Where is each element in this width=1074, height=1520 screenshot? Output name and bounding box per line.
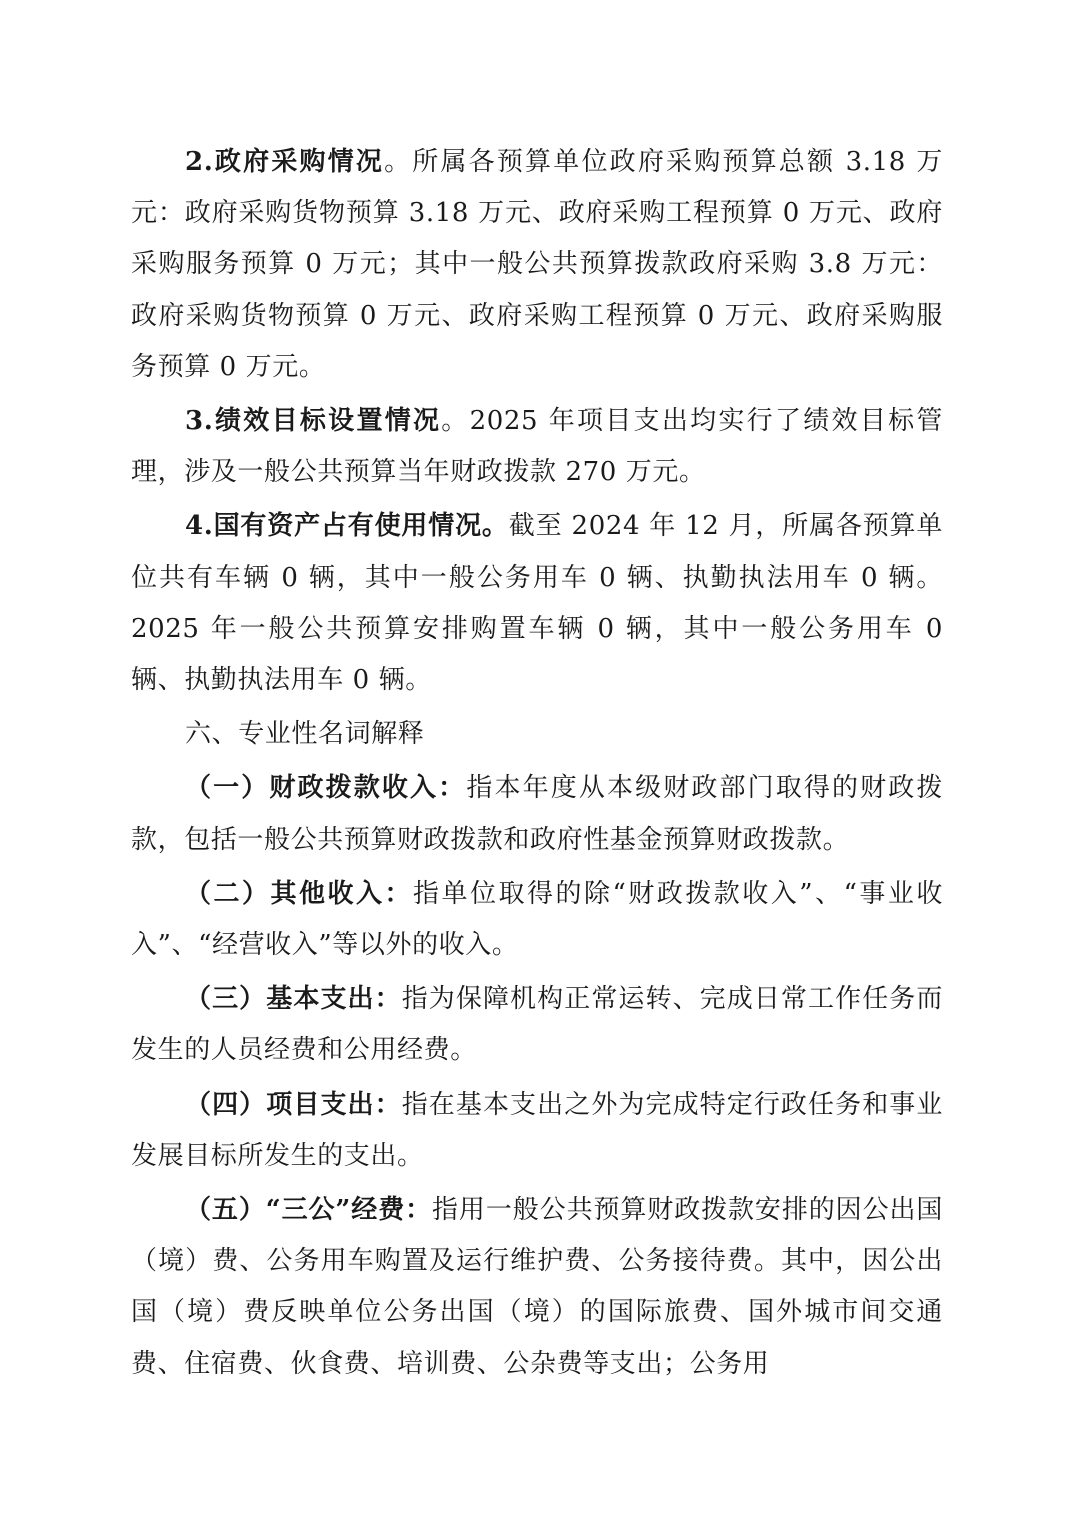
definition-term: （一）财政拨款收入： [185,773,467,804]
definition-three-public-expenses [131,1185,943,1390]
definition-text: 指为保障机构正常运转、完成日常工作任务而发生的人员经费和公用经费。 [131,984,943,1066]
document-body [131,137,943,1390]
paragraph-government-procurement [131,137,943,393]
definition-term: （二）其他收入： [185,878,413,909]
definition-project-expenditure [131,1080,943,1182]
definition-text: 指单位取得的除“财政拨款收入”、“事业收入”、“经营收入”等以外的收入。 [131,878,943,961]
definition-other-income [131,869,943,971]
paragraph-text: 。2025 年项目支出均实行了绩效目标管理，涉及一般公共预算当年财政拨款 270 万元。 [131,406,943,488]
paragraph-text: 。所属各预算单位政府采购预算总额 3.18 万元：政府采购货物预算 3.18 万元、政府采购工程预算 0 万元、政府采购服务预算 0 万元；其中一般公共预算拨款政府采购 3.8 万元：政府采购货物预算 0 万元、政府采购工程预算 0 万元、政府采购服务预算 0 万元。 [131,147,943,382]
paragraph-lead: 3.绩效目标设置情况 [185,406,442,437]
paragraph-lead: 2.政府采购情况 [185,147,385,177]
definition-text: 指用一般公共预算财政拨款安排的因公出国（境）费、公务用车购置及运行维护费、公务接待费。其中，因公出国（境）费反映单位公务出国（境）的国际旅费、国外城市间交通费、住宿费、伙食费、培训费、公杂费等支出；公务用 [131,1195,943,1379]
definition-text: 指本年度从本级财政部门取得的财政拨款，包括一般公共预算财政拨款和政府性基金预算财政拨款。 [131,773,943,855]
definition-term: （五）“三公”经费： [185,1195,433,1226]
definition-term: （三）基本支出： [185,984,402,1015]
section-heading: 六、专业性名词解释 [185,719,425,750]
definition-text: 指在基本支出之外为完成特定行政任务和事业发展目标所发生的支出。 [131,1089,943,1171]
definition-term: （四）项目支出： [185,1089,402,1120]
paragraph-performance-targets [131,396,943,498]
definition-basic-expenditure [131,974,943,1076]
paragraph-state-assets [131,501,943,706]
paragraph-text: 截至 2024 年 12 月，所属各预算单位共有车辆 0 辆，其中一般公务用车 0 辆、执勤执法用车 0 辆。2025 年一般公共预算安排购置车辆 0 辆，其中一般公务用车 0 辆、执勤执法用车 0 辆。 [131,511,943,696]
definition-fiscal-appropriation-income [131,763,943,865]
paragraph-lead: 4.国有资产占有使用情况。 [185,511,509,542]
